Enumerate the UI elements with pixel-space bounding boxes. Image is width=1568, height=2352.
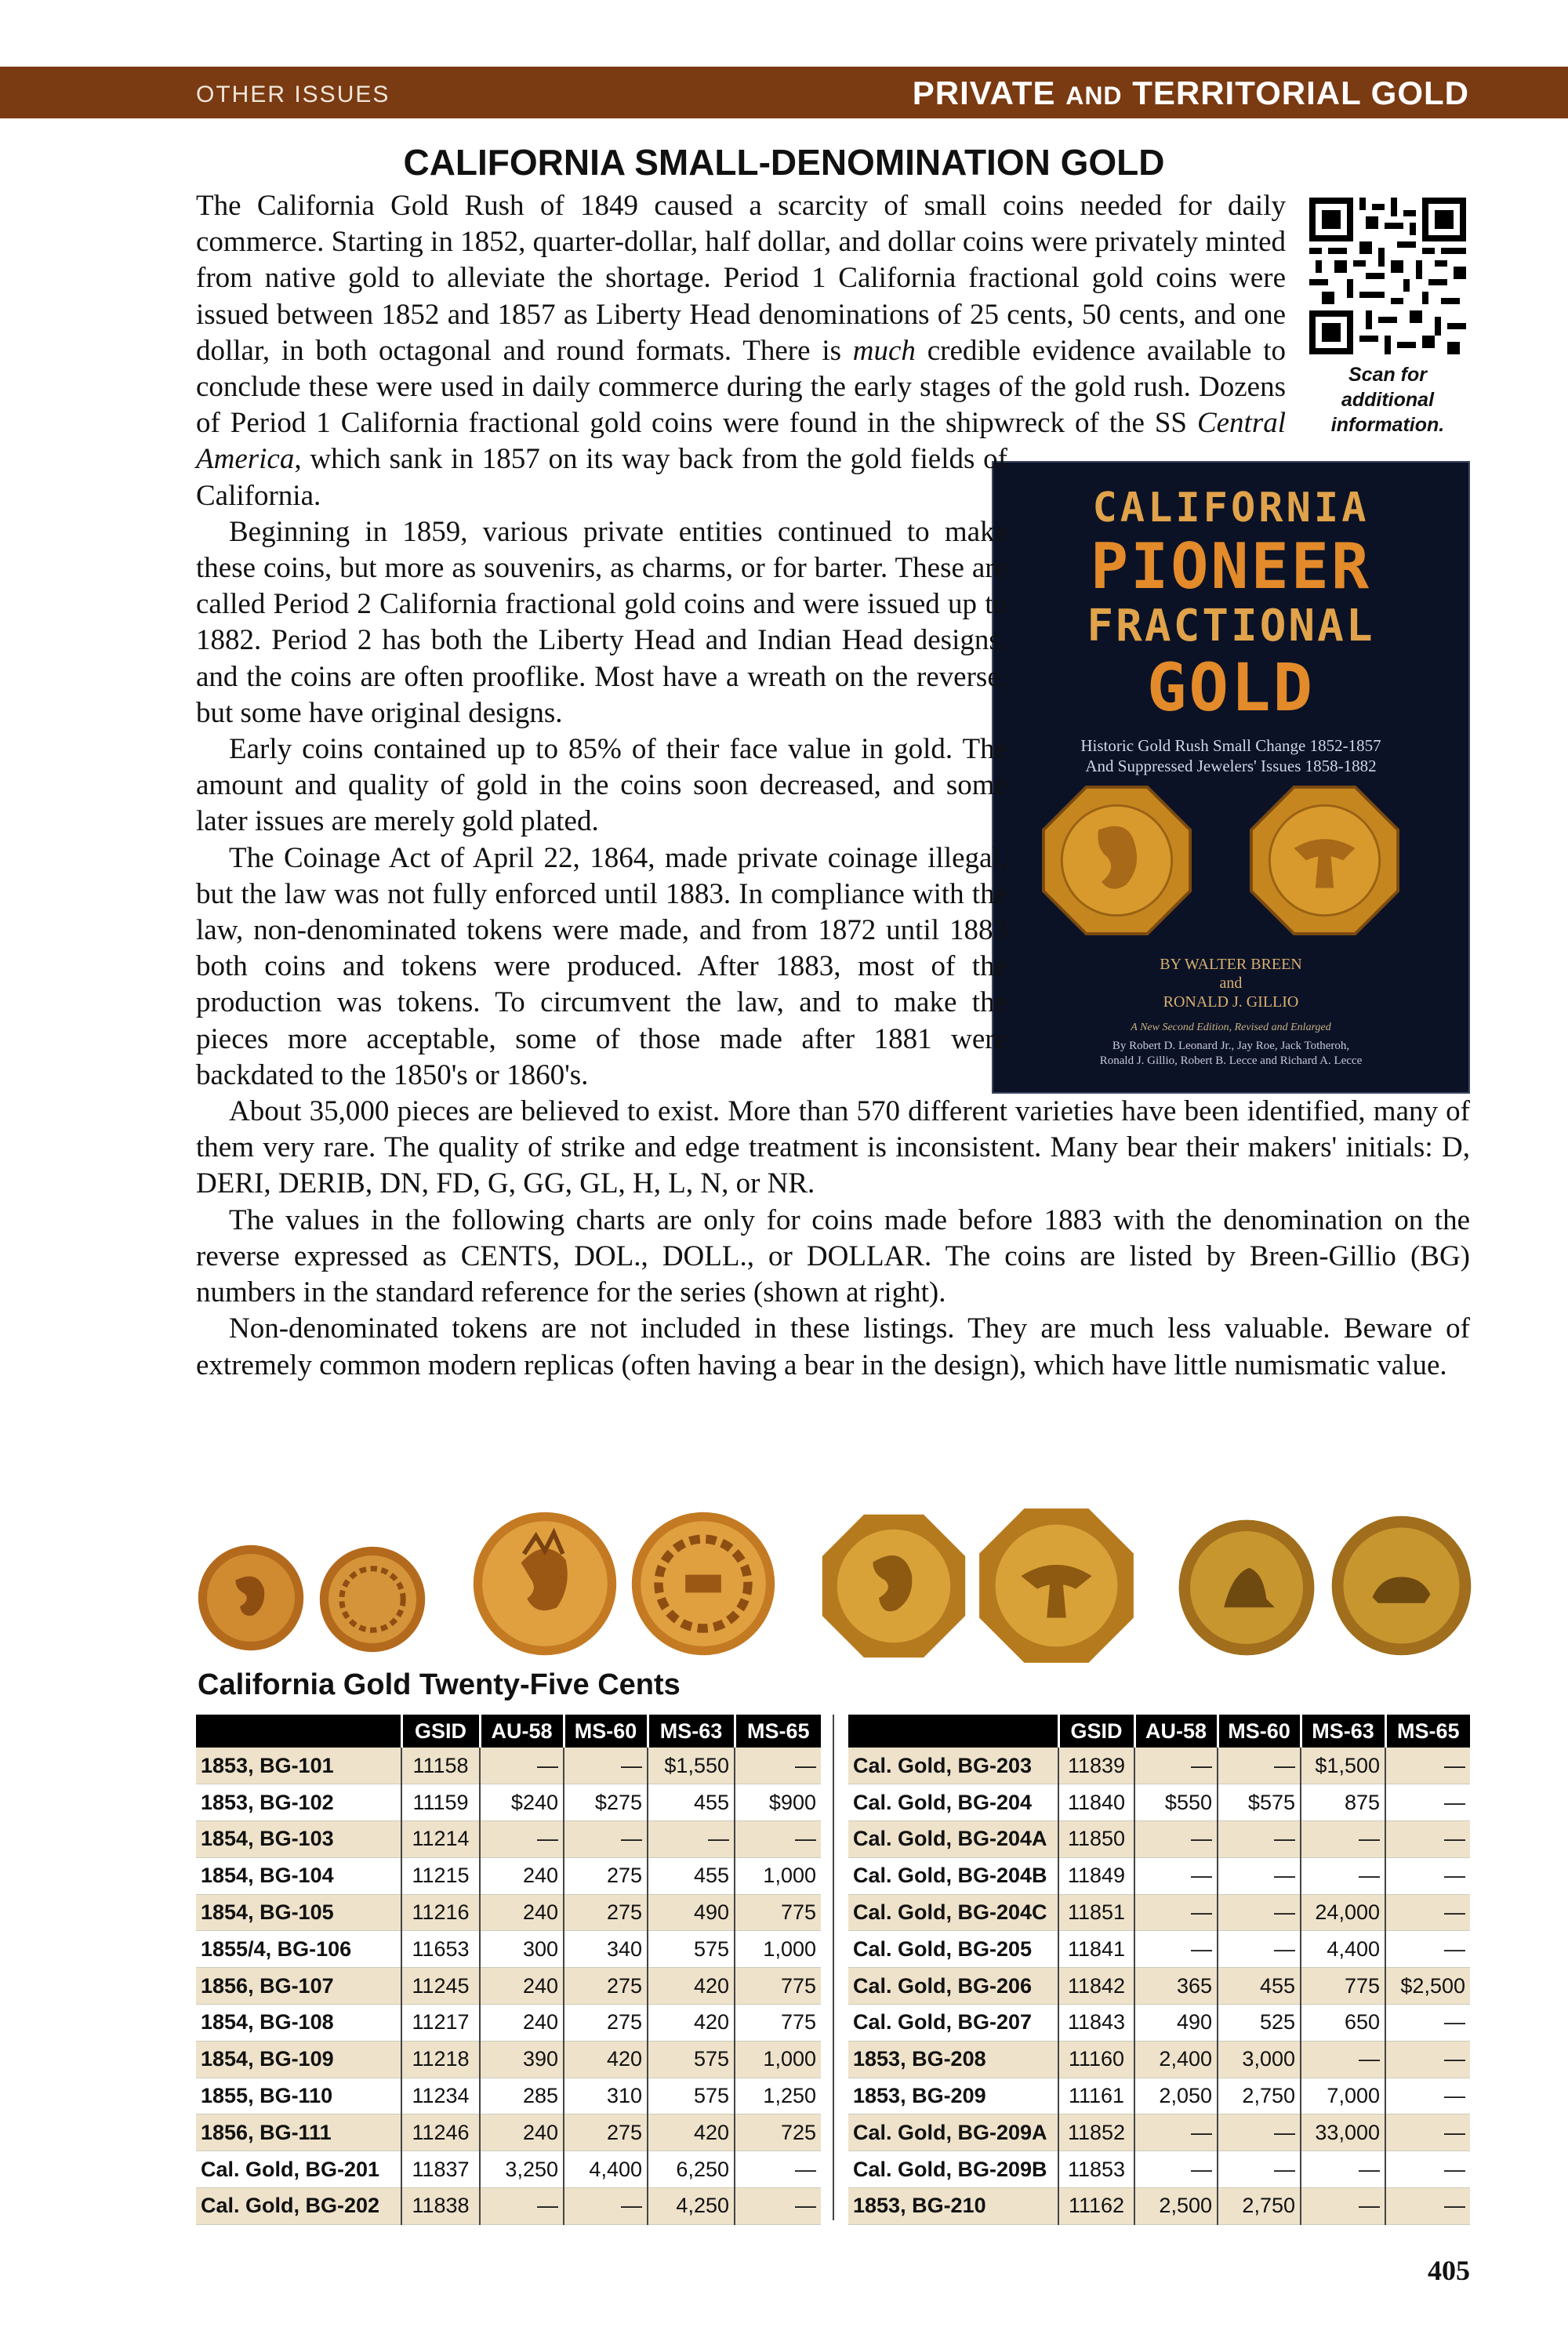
- price-cell: 1,000: [735, 1931, 821, 1968]
- price-cell: —: [564, 1748, 648, 1784]
- price-cell: —: [480, 2188, 564, 2225]
- column-header-gsid: GSID: [401, 1715, 480, 1748]
- coin-variety: 1853, BG-101: [196, 1748, 401, 1784]
- price-cell: 525: [1218, 2005, 1301, 2042]
- price-cell: —: [1385, 2041, 1470, 2078]
- coin-variety: Cal. Gold, BG-209B: [848, 2151, 1058, 2188]
- running-header: [0, 67, 1568, 118]
- coin-variety: Cal. Gold, BG-204C: [848, 1894, 1058, 1931]
- gsid-cell: 11215: [401, 1857, 480, 1894]
- paragraph-3: Early coins contained up to 85% of their face value in gold. The amount and quality of gold in the coins soon decreased, and some later issues are merely gold plated.: [196, 733, 1007, 838]
- gsid-cell: 11843: [1058, 2005, 1134, 2042]
- column-header-ms65: MS-65: [735, 1715, 821, 1748]
- price-cell: $275: [564, 1784, 648, 1821]
- gsid-cell: 11216: [401, 1894, 480, 1931]
- price-cell: —: [1218, 1931, 1301, 1968]
- column-header-ms65: MS-65: [1385, 1715, 1470, 1748]
- table-row: [848, 1784, 1470, 1821]
- price-cell: 240: [480, 2114, 564, 2151]
- price-cell: 455: [648, 1857, 735, 1894]
- gsid-cell: 11837: [401, 2151, 480, 2188]
- page-title: CALIFORNIA SMALL-DENOMINATION GOLD: [403, 142, 1165, 183]
- price-cell: —: [480, 1748, 564, 1784]
- table-title: California Gold Twenty-Five Cents: [198, 1668, 681, 1701]
- price-cell: $900: [735, 1784, 821, 1821]
- gsid-cell: 11234: [401, 2078, 480, 2114]
- table-row: [196, 1894, 821, 1931]
- table-row: [848, 1857, 1470, 1894]
- price-cell: —: [1385, 2151, 1470, 2188]
- table-row: [848, 1821, 1470, 1858]
- price-cell: 275: [564, 1968, 648, 2005]
- column-header-au58: AU-58: [480, 1715, 564, 1748]
- coin-variety: 1855/4, BG-106: [196, 1931, 401, 1968]
- coin-variety: 1853, BG-209: [848, 2078, 1058, 2114]
- price-cell: —: [1134, 1931, 1218, 1968]
- gsid-cell: 11850: [1058, 1821, 1134, 1858]
- price-cell: 2,500: [1134, 2188, 1218, 2225]
- price-cell: —: [480, 1821, 564, 1858]
- column-header-ms60: MS-60: [564, 1715, 648, 1748]
- coin-variety: Cal. Gold, BG-202: [196, 2188, 401, 2225]
- column-header-ms63: MS-63: [1301, 1715, 1385, 1748]
- price-cell: —: [564, 1821, 648, 1858]
- gsid-cell: 11849: [1058, 1857, 1134, 1894]
- coin-variety: Cal. Gold, BG-204A: [848, 1821, 1058, 1858]
- gsid-cell: 11217: [401, 2005, 480, 2042]
- section-label: OTHER ISSUES: [196, 82, 390, 107]
- coin-variety: 1855, BG-110: [196, 2078, 401, 2114]
- gsid-cell: 11160: [1058, 2041, 1134, 2078]
- price-cell: $575: [1218, 1784, 1301, 1821]
- gsid-cell: 11838: [401, 2188, 480, 2225]
- column-header-gsid: GSID: [1058, 1715, 1134, 1748]
- table-row: [196, 1748, 821, 1784]
- price-cell: —: [1218, 2151, 1301, 2188]
- price-cell: 2,750: [1218, 2188, 1301, 2225]
- price-cell: 240: [480, 1857, 564, 1894]
- price-cell: $240: [480, 1784, 564, 1821]
- gsid-cell: 11851: [1058, 1894, 1134, 1931]
- price-cell: 575: [648, 2041, 735, 2078]
- price-cell: 725: [735, 2114, 821, 2151]
- octagonal-eagle-coin-image: [976, 1505, 1137, 1666]
- table-row: [848, 2005, 1470, 2042]
- price-cell: $1,500: [1301, 1748, 1385, 1784]
- book-edition: A New Second Edition, Revised and Enlarged: [1131, 1022, 1331, 1033]
- price-cell: 490: [648, 1894, 735, 1931]
- price-cell: 1,000: [735, 2041, 821, 2078]
- price-cell: —: [1301, 2041, 1385, 2078]
- price-cell: 775: [735, 1894, 821, 1931]
- gsid-cell: 11839: [1058, 1748, 1134, 1784]
- price-cell: 420: [648, 1968, 735, 2005]
- price-cell: —: [1134, 1857, 1218, 1894]
- price-cell: —: [1385, 1931, 1470, 1968]
- gsid-cell: 11218: [401, 2041, 480, 2078]
- table-row: [196, 2188, 821, 2225]
- price-cell: 340: [564, 1931, 648, 1968]
- price-cell: —: [1134, 2114, 1218, 2151]
- price-cell: —: [1301, 1857, 1385, 1894]
- table-row: [196, 2041, 821, 2078]
- coin-variety: Cal. Gold, BG-207: [848, 2005, 1058, 2042]
- price-cell: 300: [480, 1931, 564, 1968]
- coin-variety: 1854, BG-103: [196, 1821, 401, 1858]
- gsid-cell: 11841: [1058, 1931, 1134, 1968]
- coin-variety: Cal. Gold, BG-205: [848, 1931, 1058, 1968]
- coin-variety: Cal. Gold, BG-204: [848, 1784, 1058, 1821]
- price-cell: 390: [480, 2041, 564, 2078]
- price-cell: 575: [648, 2078, 735, 2114]
- table-row: [196, 1821, 821, 1858]
- gsid-cell: 11852: [1058, 2114, 1134, 2151]
- price-cell: —: [1385, 1857, 1470, 1894]
- price-cell: —: [1218, 1821, 1301, 1858]
- article-body: [196, 188, 1470, 1384]
- price-cell: 24,000: [1301, 1894, 1385, 1931]
- qr-caption: Scan for additional information.: [1330, 364, 1445, 436]
- coin-variety: Cal. Gold, BG-204B: [848, 1857, 1058, 1894]
- price-cell: 455: [1218, 1968, 1301, 2005]
- price-cell: 775: [735, 2005, 821, 2042]
- price-cell: 7,000: [1301, 2078, 1385, 2114]
- octagonal-liberty-coin-image: [819, 1512, 968, 1661]
- paragraph-2: Beginning in 1859, various private entities continued to make these coins, but more as souvenirs, as charms, or for barter. These are called Period 2 California fractional gold coins and were issued up to 1882. Period 2 has both the Liberty Head and Indian Head designs, and the coins are often prooflike. Most have a wreath on the reverse, but some have original designs.: [196, 515, 1007, 729]
- price-cell: 875: [1301, 1784, 1385, 1821]
- price-cell: 1,000: [735, 1857, 821, 1894]
- price-cell: —: [1134, 2151, 1218, 2188]
- price-cell: 240: [480, 1968, 564, 2005]
- price-cell: 285: [480, 2078, 564, 2114]
- price-cell: —: [1134, 1748, 1218, 1784]
- price-cell: 455: [648, 1784, 735, 1821]
- paragraph-4: The Coinage Act of April 22, 1864, made private coinage illegal, but the law was not fully enforced until 1883. In compliance with the law, non-denominated tokens were made, and from 1872 until 1883 both coins and tokens were produced. After 1883, most of the production was tokens. To circumvent the law, and to make the pieces more acceptable, some of those made after 1881 were backdated to the 1850's or 1860's.: [196, 841, 1007, 1091]
- gsid-cell: 11840: [1058, 1784, 1134, 1821]
- coin-variety: 1856, BG-107: [196, 1968, 401, 2005]
- gsid-cell: 11245: [401, 1968, 480, 2005]
- price-cell: —: [648, 1821, 735, 1858]
- price-cell: —: [1301, 2188, 1385, 2225]
- price-cell: 3,250: [480, 2151, 564, 2188]
- indian-head-coin-image: [470, 1509, 619, 1658]
- price-cell: 365: [1134, 1968, 1218, 2005]
- price-cell: —: [1385, 2078, 1470, 2114]
- coin-variety: Cal. Gold, BG-203: [848, 1748, 1058, 1784]
- table-row: [196, 1931, 821, 1968]
- price-cell: 2,050: [1134, 2078, 1218, 2114]
- price-cell: —: [1134, 1821, 1218, 1858]
- column-header-au58: AU-58: [1134, 1715, 1218, 1748]
- gsid-cell: 11246: [401, 2114, 480, 2151]
- price-cell: $550: [1134, 1784, 1218, 1821]
- book-subtitle: Historic Gold Rush Small Change 1852-1857 And Suppressed Jewelers' Issues 1858-1882: [1080, 736, 1381, 775]
- price-cell: —: [735, 2188, 821, 2225]
- gsid-cell: 11653: [401, 1931, 480, 1968]
- price-cell: —: [1134, 1894, 1218, 1931]
- price-cell: $2,500: [1385, 1968, 1470, 2005]
- gsid-cell: 11162: [1058, 2188, 1134, 2225]
- price-cell: 1,250: [735, 2078, 821, 2114]
- book-by-line: BY WALTER BREEN and RONALD J. GILLIO: [1160, 956, 1302, 1011]
- coin-variety: Cal. Gold, BG-206: [848, 1968, 1058, 2005]
- price-cell: —: [1385, 2005, 1470, 2042]
- paragraph-1: The California Gold Rush of 1849 caused a scarcity of small coins needed for daily commerce. Starting in 1852, quarter-dollar, half dollar, and dollar coins were privately minted from native gold to alleviate the shortage. Period 1 California fractional gold coins were issued between 1852 and 1857 as Liberty Head denominations of 25 cents, 50 cents, and one dollar, in both octagonal and round formats. There is much credible evidence available to conclude these were used in daily commerce during the early stages of the gold rush. Dozens of Period 1 California fractional gold coins were found in the shipwreck of the SS Central America, which sank in 1857 on its way back from the gold fields of California.: [196, 190, 1286, 512]
- table-row: [848, 1748, 1470, 1784]
- price-cell: —: [1301, 1821, 1385, 1858]
- table-row: [848, 2078, 1470, 2114]
- price-cell: 2,750: [1218, 2078, 1301, 2114]
- paragraph-6: The values in the following charts are only for coins made before 1883 with the denomination on the reverse expressed as CENTS, DOL., DOLL., or DOLLAR. The coins are listed by Breen-Gillio (BG) numbers in the standard reference for the series (shown at right).: [196, 1203, 1470, 1309]
- price-cell: —: [1218, 1894, 1301, 1931]
- price-cell: 4,400: [1301, 1931, 1385, 1968]
- coin-variety: 1853, BG-210: [848, 2188, 1058, 2225]
- gsid-cell: 11161: [1058, 2078, 1134, 2114]
- price-cell: 775: [1301, 1968, 1385, 2005]
- table-row: [848, 1931, 1470, 1968]
- table-row: [848, 2114, 1470, 2151]
- price-cell: 310: [564, 2078, 648, 2114]
- price-cell: 275: [564, 1894, 648, 1931]
- price-cell: —: [735, 1748, 821, 1784]
- price-cell: 490: [1134, 2005, 1218, 2042]
- gsid-cell: 11159: [401, 1784, 480, 1821]
- coin-variety: Cal. Gold, BG-209A: [848, 2114, 1058, 2151]
- coin-variety: 1854, BG-105: [196, 1894, 401, 1931]
- table-row: [848, 2188, 1470, 2225]
- coin-variety: 1853, BG-102: [196, 1784, 401, 1821]
- gsid-cell: 11214: [401, 1821, 480, 1858]
- price-cell: —: [1385, 1894, 1470, 1931]
- book-authors: By Robert D. Leonard Jr., Jay Roe, Jack Totheroh, Ronald J. Gillio, Robert B. Lecce and Richard A. Lecce: [1099, 1040, 1363, 1067]
- price-cell: —: [1301, 2151, 1385, 2188]
- coin-variety: 1854, BG-109: [196, 2041, 401, 2078]
- price-cell: 775: [735, 1968, 821, 2005]
- price-cell: 6,250: [648, 2151, 735, 2188]
- coin-variety: 1854, BG-104: [196, 1857, 401, 1894]
- gsid-cell: 11158: [401, 1748, 480, 1784]
- table-row: [196, 1968, 821, 2005]
- price-table-right: [848, 1715, 1470, 2225]
- table-row: [848, 2151, 1470, 2188]
- table-row: [196, 2151, 821, 2188]
- price-cell: 575: [648, 1931, 735, 1968]
- bear-design-coin-image: [1329, 1513, 1474, 1658]
- table-row: [196, 2005, 821, 2042]
- gsid-cell: 11853: [1058, 2151, 1134, 2188]
- price-cell: —: [1218, 1857, 1301, 1894]
- price-cell: 420: [648, 2114, 735, 2151]
- price-cell: —: [735, 1821, 821, 1858]
- price-cell: 275: [564, 2114, 648, 2151]
- price-cell: 275: [564, 1857, 648, 1894]
- chapter-label: PRIVATE AND TERRITORIAL GOLD: [912, 74, 1469, 111]
- price-cell: —: [1385, 1821, 1470, 1858]
- table-divider: [833, 1715, 834, 2220]
- price-cell: 420: [564, 2041, 648, 2078]
- table-row: [848, 1968, 1470, 2005]
- price-cell: —: [1385, 2114, 1470, 2151]
- price-cell: —: [1385, 1748, 1470, 1784]
- one-dollar-wreath-coin-image: [629, 1509, 778, 1658]
- coin-variety: 1853, BG-208: [848, 2041, 1058, 2078]
- table-row: [196, 1784, 821, 1821]
- price-cell: —: [1218, 1748, 1301, 1784]
- price-table-left: [196, 1715, 821, 2225]
- coin-variety: 1854, BG-108: [196, 2005, 401, 2042]
- price-cell: —: [1385, 2188, 1470, 2225]
- price-cell: 275: [564, 2005, 648, 2042]
- price-cell: —: [1218, 2114, 1301, 2151]
- price-cell: 420: [648, 2005, 735, 2042]
- price-cell: 33,000: [1301, 2114, 1385, 2151]
- table-row: [196, 2078, 821, 2114]
- table-row: [196, 1857, 821, 1894]
- price-cell: —: [735, 2151, 821, 2188]
- book-cover: CALIFORNIA PIONEER FRACTIONAL GOLD Historic Gold Rush Small Change 1852-1857 And Suppressed Jewelers' Issues 1858-1882 BY WALTER BREEN and RONALD J. GILLIO A New Second Edition, Revised and Enlarged By Robert D. Leonard Jr., Jay Roe, Jack Totheroh, Ronald J. Gillio, Robert B. Lecce and Richard A. Lecce: [992, 461, 1470, 1094]
- gsid-cell: 11842: [1058, 1968, 1134, 2005]
- paragraph-7: Non-denominated tokens are not included in these listings. They are much less valuable. Beware of extremely common modern replicas (often having a bear in the design), which have little numismatic value.: [196, 1312, 1470, 1381]
- price-cell: 4,400: [564, 2151, 648, 2188]
- table-row: [196, 2114, 821, 2151]
- price-cell: 2,400: [1134, 2041, 1218, 2078]
- price-cell: 4,250: [648, 2188, 735, 2225]
- price-cell: —: [1385, 1784, 1470, 1821]
- coin-variety: Cal. Gold, BG-201: [196, 2151, 401, 2188]
- column-header-ms60: MS-60: [1218, 1715, 1301, 1748]
- price-cell: 650: [1301, 2005, 1385, 2042]
- coin-variety: 1856, BG-111: [196, 2114, 401, 2151]
- table-row: [848, 2041, 1470, 2078]
- wreath-reverse-coin-image: [318, 1544, 427, 1654]
- liberty-head-coin-image: [196, 1543, 306, 1653]
- table-row: [848, 1894, 1470, 1931]
- column-header-ms63: MS-63: [648, 1715, 735, 1748]
- price-cell: 240: [480, 1894, 564, 1931]
- price-cell: 240: [480, 2005, 564, 2042]
- price-cell: —: [564, 2188, 648, 2225]
- page-number: 405: [1428, 2255, 1470, 2286]
- price-cell: $1,550: [648, 1748, 735, 1784]
- price-cell: 3,000: [1218, 2041, 1301, 2078]
- seated-figure-coin-image: [1176, 1517, 1317, 1658]
- paragraph-5: About 35,000 pieces are believed to exist. More than 570 different varieties have been identified, many of them very rare. The quality of strike and edge treatment is inconsistent. Many bear their makers' initials: D, DERI, DERIB, DN, FD, G, GG, GL, H, L, N, or NR.: [196, 1095, 1470, 1200]
